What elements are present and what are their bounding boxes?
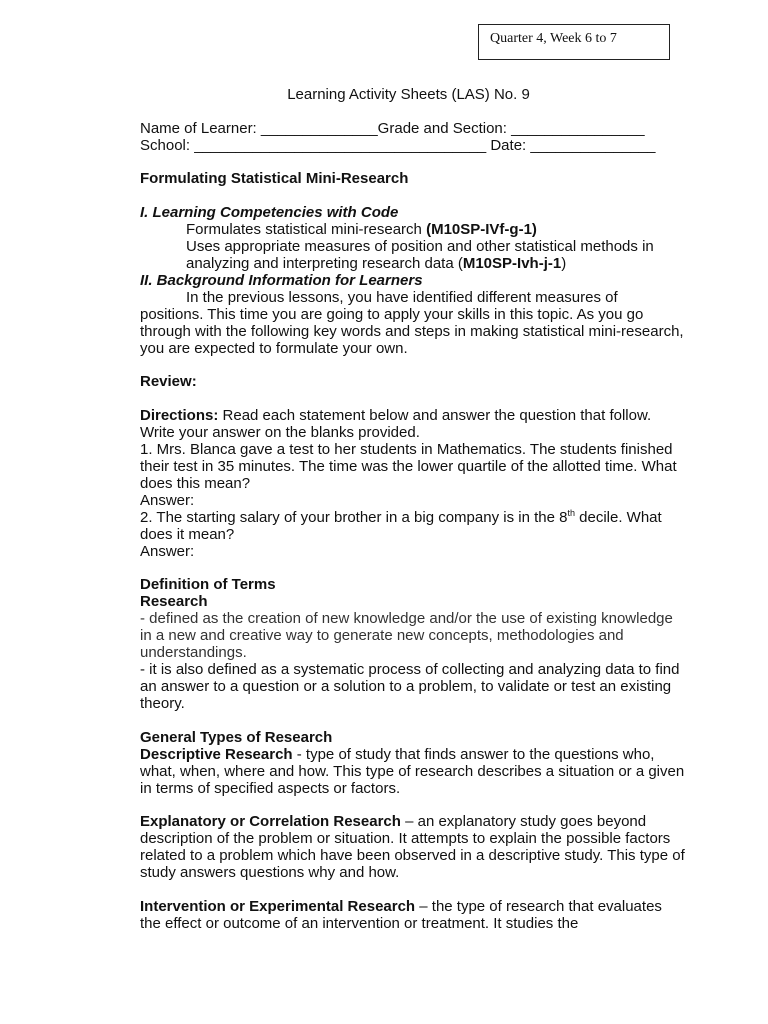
school-date-line: School: ___________________________________ Date: _______________ [140, 136, 656, 154]
question-2-sup: th [567, 507, 575, 518]
competency-1-text: Formulates statistical mini-research [186, 220, 427, 238]
question-1: 1. Mrs. Blanca gave a test to her students in Mathematics. The students finished their test in 35 minutes. The time was the lower quartile of the allotted time. What does this mean? [140, 440, 677, 492]
competency-2-code: M10SP-Ivh-j-1 [462, 254, 562, 272]
research-term: Research [140, 593, 208, 610]
definitions-heading: Definition of Terms [140, 576, 276, 593]
review-label: Review: [140, 373, 197, 390]
descriptive-label: Descriptive Research [140, 745, 293, 763]
background-heading: II. Background Information for Learners [140, 271, 423, 289]
document-body [140, 86, 685, 932]
types-heading: General Types of Research [140, 728, 333, 746]
competency-2-text: Uses appropriate measures of position and other statistical methods in analyzing and interpreting research data ( [186, 237, 654, 272]
descriptive-research [140, 746, 685, 797]
learner-name-line: Name of Learner: ______________Grade and Section: ________________ [140, 119, 645, 137]
intervention-text: – the type of research that evaluates the effect or outcome of an intervention or treatment. It studies the [140, 897, 662, 932]
document-title: Learning Activity Sheets (LAS) No. 9 [287, 86, 530, 103]
question-2-text-end: decile. What does it mean? [140, 508, 662, 543]
competency-2 [140, 238, 685, 272]
competencies-heading: I. Learning Competencies with Code [140, 203, 399, 221]
answer-1-label: Answer: [140, 491, 195, 509]
research-definition-2: - it is also defined as a systematic process of collecting and analyzing data to find an answer to a question or a solution to a problem, to validate or test an existing theory. [140, 661, 680, 712]
quarter-week-label: Quarter 4, Week 6 to 7 [490, 31, 617, 46]
directions [140, 407, 685, 441]
competency-1 [140, 221, 685, 238]
explanatory-text: – an explanatory study goes beyond description of the problem or situation. It attempts to explain the possible factors related to a problem which have been observed in a descriptive study. This type of study answers questions why and how. [140, 813, 685, 881]
competency-1-code: (M10SP-IVf-g-1) [426, 220, 537, 238]
competency-2-close: ) [561, 254, 567, 272]
directions-label: Directions: [140, 406, 219, 424]
directions-text: Read each statement below and answer the question that follow. Write your answer on the blanks provided. [140, 406, 652, 441]
intervention-label: Intervention or Experimental Research [140, 897, 416, 915]
answer-2-label: Answer: [140, 542, 195, 560]
question-2-text: 2. The starting salary of your brother in a big company is in the 8 [140, 508, 568, 526]
research-definition-1: - defined as the creation of new knowledge and/or the use of existing knowledge in a new and creative way to generate new concepts, methodologies and understandings. [140, 610, 673, 661]
question-2 [140, 509, 685, 543]
explanatory-research [140, 813, 685, 881]
explanatory-label: Explanatory or Correlation Research [140, 813, 401, 830]
background-paragraph: In the previous lessons, you have identified different measures of positions. This time you are going to apply your skills in this topic. As you go through with the following key words and steps in making statistical mini-research, you are expected to formulate your own. [140, 288, 684, 357]
topic-heading: Formulating Statistical Mini-Research [140, 170, 409, 187]
quarter-week-box [478, 24, 670, 60]
descriptive-text: - type of study that finds answer to the questions who, what, when, where and how. This type of research describes a situation or a given in terms of specified aspects or factors. [140, 745, 685, 797]
intervention-research [140, 898, 685, 932]
